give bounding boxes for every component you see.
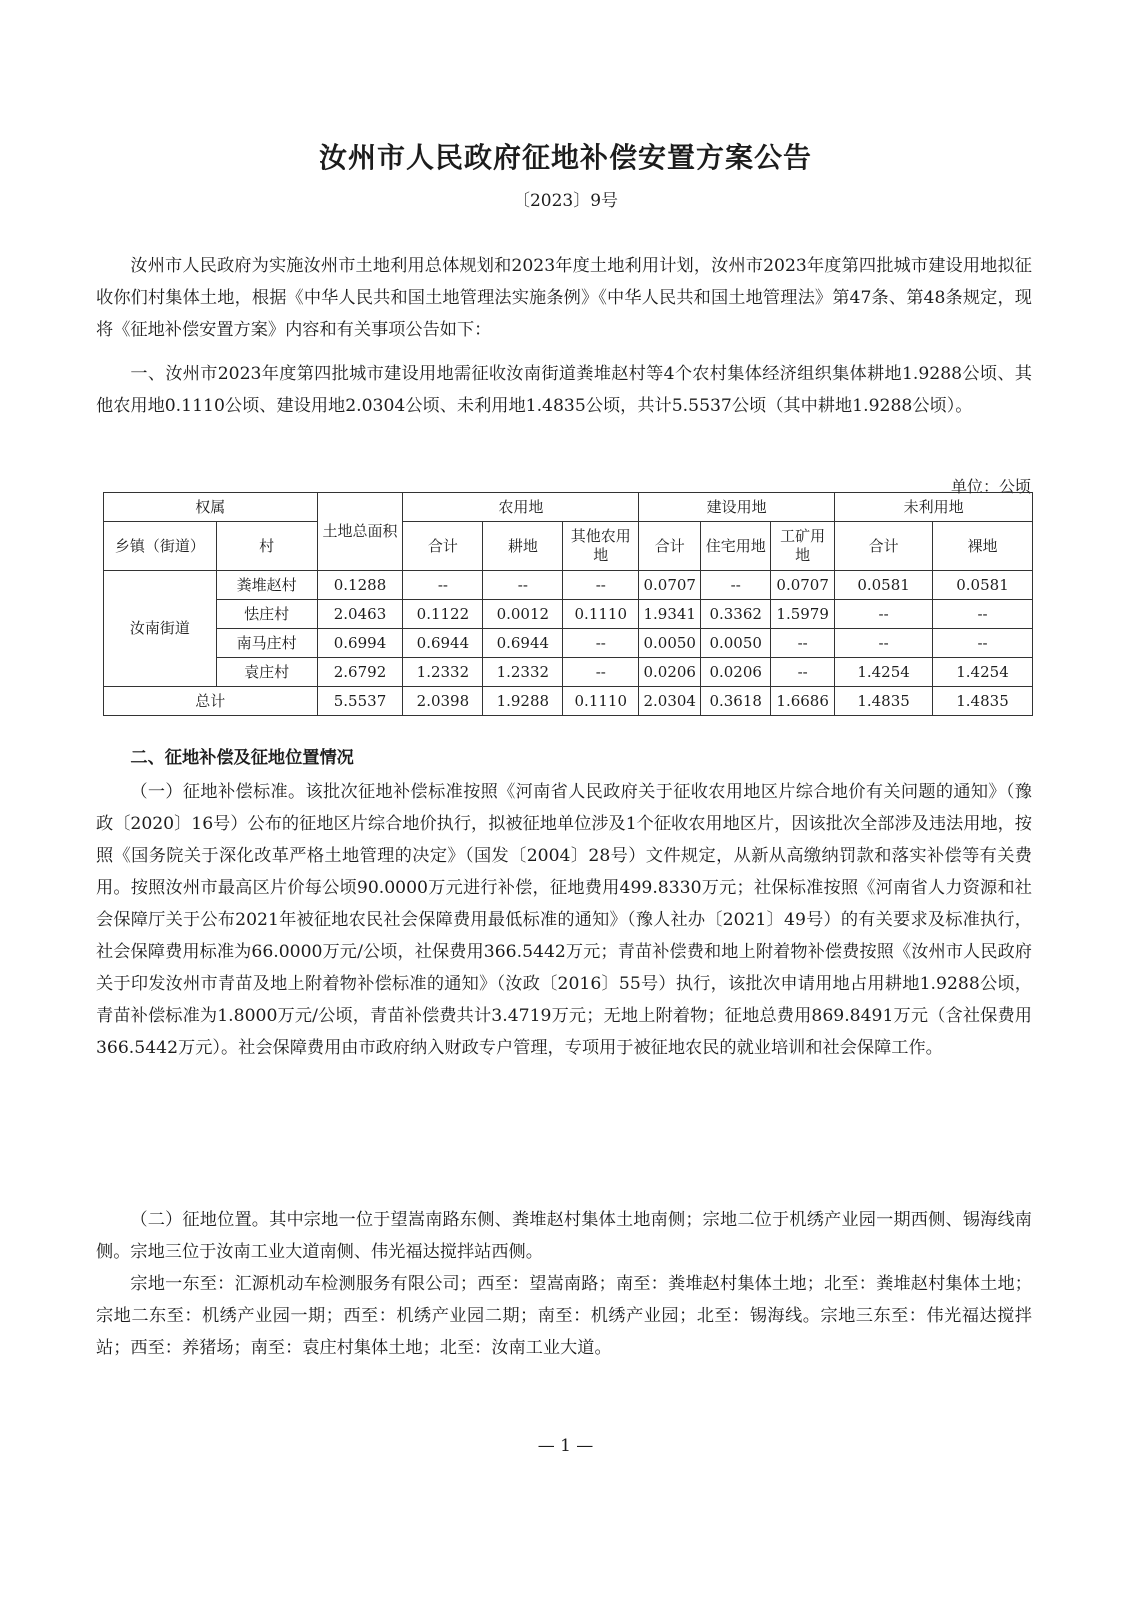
total-cell: 2.0463 bbox=[317, 600, 403, 629]
header-farmland: 耕地 bbox=[483, 522, 563, 571]
section-2-location-paragraph: （二）征地位置。其中宗地一位于望嵩南路东侧、粪堆赵村集体土地南侧；宗地二位于机绣产业园一期西侧、锡海线南侧。宗地三位于汝南工业大道南侧、伟光福达搅拌站西侧。 bbox=[96, 1210, 1032, 1262]
total-cell: 0.6994 bbox=[317, 629, 403, 658]
header-total-area: 土地总面积 bbox=[317, 493, 403, 571]
bare-cell: 1.4254 bbox=[933, 658, 1033, 687]
other-agri-cell: -- bbox=[563, 571, 639, 600]
agri-total-cell: 1.2332 bbox=[403, 658, 483, 687]
village-cell: 南马庄村 bbox=[216, 629, 317, 658]
industrial-cell: -- bbox=[771, 629, 835, 658]
header-cons-subtotal: 合计 bbox=[639, 522, 701, 571]
agri-total-cell: -- bbox=[403, 571, 483, 600]
cons-total-cell: 0.0206 bbox=[639, 658, 701, 687]
farmland-cell: 0.6944 bbox=[483, 629, 563, 658]
section-1-paragraph: 一、汝州市2023年度第四批城市建设用地需征收汝南街道粪堆赵村等4个农村集体经济组织集体耕地1.9288公顷、其他农用地0.1110公顷、建设用地2.0304公顷、未利用地1.4835公顷，共计5.5537公顷（其中耕地1.9288公顷）。 bbox=[96, 364, 1032, 416]
township-cell: 汝南街道 bbox=[104, 571, 217, 687]
residential-cell: 0.3362 bbox=[701, 600, 771, 629]
table-row bbox=[104, 600, 1033, 629]
farmland-cell: -- bbox=[483, 571, 563, 600]
unused-total-cell: 1.4835 bbox=[835, 687, 933, 716]
header-unused-land: 未利用地 bbox=[835, 493, 1033, 522]
bare-cell: 0.0581 bbox=[933, 571, 1033, 600]
bare-cell: -- bbox=[933, 629, 1033, 658]
header-village: 村 bbox=[216, 522, 317, 571]
unused-total-cell: -- bbox=[835, 600, 933, 629]
table-row bbox=[104, 571, 1033, 600]
table-row bbox=[104, 629, 1033, 658]
bare-cell: 1.4835 bbox=[933, 687, 1033, 716]
unused-total-cell: -- bbox=[835, 629, 933, 658]
village-cell: 粪堆赵村 bbox=[216, 571, 317, 600]
document-number: 〔2023〕9号 bbox=[512, 191, 619, 211]
residential-cell: -- bbox=[701, 571, 771, 600]
header-agri-subtotal: 合计 bbox=[403, 522, 483, 571]
cons-total-cell: 0.0050 bbox=[639, 629, 701, 658]
section-2-boundary-paragraph: 宗地一东至：汇源机动车检测服务有限公司；西至：望嵩南路；南至：粪堆赵村集体土地；北至：粪堆赵村集体土地；宗地二东至：机绣产业园一期；西至：机绣产业园二期；南至：机绣产业园；北至：锡海线。宗地三东至：伟光福达搅拌站；西至：养猪场；南至：袁庄村集体土地；北至：汝南工业大道。 bbox=[96, 1274, 1032, 1358]
section-2-compensation-paragraph: （一）征地补偿标准。该批次征地补偿标准按照《河南省人民政府关于征收农用地区片综合地价有关问题的通知》（豫政〔2020〕16号）公布的征地区片综合地价执行，拟被征地单位涉及1个征收农用地区片，因该批次全部涉及违法用地，按照《国务院关于深化改革严格土地管理的决定》（国发〔2004〕28号）文件规定，从新从高缴纳罚款和落实补偿等有关费用。按照汝州市最高区片价每公顷90.0000万元进行补偿，征地费用499.8330万元；社保标准按照《河南省人力资源和社会保障厅关于公布2021年被征地农民社会保障费用最低标准的通知》（豫人社办〔2021〕49号）的有关要求及标准执行，社会保障费用标准为66.0000万元/公顷，社保费用366.5442万元；青苗补偿费和地上附着物补偿费按照《汝州市人民政府关于印发汝州市青苗及地上附着物补偿标准的通知》（汝政〔2016〕55号）执行，该批次申请用地占用耕地1.9288公顷，青苗补偿标准为1.8000万元/公顷，青苗补偿费共计3.4719万元；无地上附着物；征地总费用869.8491万元（含社保费用366.5442万元）。社会保障费用由市政府纳入财政专户管理，专项用于被征地农民的就业培训和社会保障工作。 bbox=[96, 782, 1032, 1058]
agri-total-cell: 0.1122 bbox=[403, 600, 483, 629]
industrial-cell: -- bbox=[771, 658, 835, 687]
other-agri-cell: 0.1110 bbox=[563, 600, 639, 629]
village-cell: 袁庄村 bbox=[216, 658, 317, 687]
farmland-cell: 0.0012 bbox=[483, 600, 563, 629]
unused-total-cell: 0.0581 bbox=[835, 571, 933, 600]
cons-total-cell: 2.0304 bbox=[639, 687, 701, 716]
land-table bbox=[103, 492, 1033, 716]
cons-total-cell: 1.9341 bbox=[639, 600, 701, 629]
total-label-cell: 总计 bbox=[104, 687, 318, 716]
total-cell: 2.6792 bbox=[317, 658, 403, 687]
farmland-cell: 1.9288 bbox=[483, 687, 563, 716]
page-title: 汝州市人民政府征地补偿安置方案公告 bbox=[318, 141, 812, 174]
header-residential: 住宅用地 bbox=[701, 522, 771, 571]
header-agricultural-land: 农用地 bbox=[403, 493, 639, 522]
intro-paragraph: 汝州市人民政府为实施汝州市土地利用总体规划和2023年度土地利用计划，汝州市2023年度第四批城市建设用地拟征收你们村集体土地，根据《中华人民共和国土地管理法实施条例》《中华人民共和国土地管理法》第47条、第48条规定，现将《征地补偿安置方案》内容和有关事项公告如下： bbox=[96, 256, 1032, 340]
header-bare-land: 裸地 bbox=[933, 522, 1033, 571]
total-cell: 0.1288 bbox=[317, 571, 403, 600]
residential-cell: 0.0206 bbox=[701, 658, 771, 687]
header-industrial: 工矿用地 bbox=[771, 522, 835, 571]
farmland-cell: 1.2332 bbox=[483, 658, 563, 687]
header-township: 乡镇（街道） bbox=[104, 522, 217, 571]
agri-total-cell: 2.0398 bbox=[403, 687, 483, 716]
header-other-agri: 其他农用地 bbox=[563, 522, 639, 571]
table-row bbox=[104, 658, 1033, 687]
industrial-cell: 0.0707 bbox=[771, 571, 835, 600]
section-2-heading: 二、征地补偿及征地位置情况 bbox=[130, 748, 354, 768]
other-agri-cell: 0.1110 bbox=[563, 687, 639, 716]
bare-cell: -- bbox=[933, 600, 1033, 629]
table-unit: 单位：公顷 bbox=[950, 477, 1031, 496]
agri-total-cell: 0.6944 bbox=[403, 629, 483, 658]
header-unused-subtotal: 合计 bbox=[835, 522, 933, 571]
other-agri-cell: -- bbox=[563, 658, 639, 687]
other-agri-cell: -- bbox=[563, 629, 639, 658]
table-total-row bbox=[104, 687, 1033, 716]
village-cell: 怯庄村 bbox=[216, 600, 317, 629]
unused-total-cell: 1.4254 bbox=[835, 658, 933, 687]
residential-cell: 0.3618 bbox=[701, 687, 771, 716]
industrial-cell: 1.6686 bbox=[771, 687, 835, 716]
page-number: — 1 — bbox=[537, 1436, 594, 1456]
industrial-cell: 1.5979 bbox=[771, 600, 835, 629]
residential-cell: 0.0050 bbox=[701, 629, 771, 658]
cons-total-cell: 0.0707 bbox=[639, 571, 701, 600]
header-ownership: 权属 bbox=[104, 493, 318, 522]
header-construction-land: 建设用地 bbox=[639, 493, 835, 522]
total-cell: 5.5537 bbox=[317, 687, 403, 716]
